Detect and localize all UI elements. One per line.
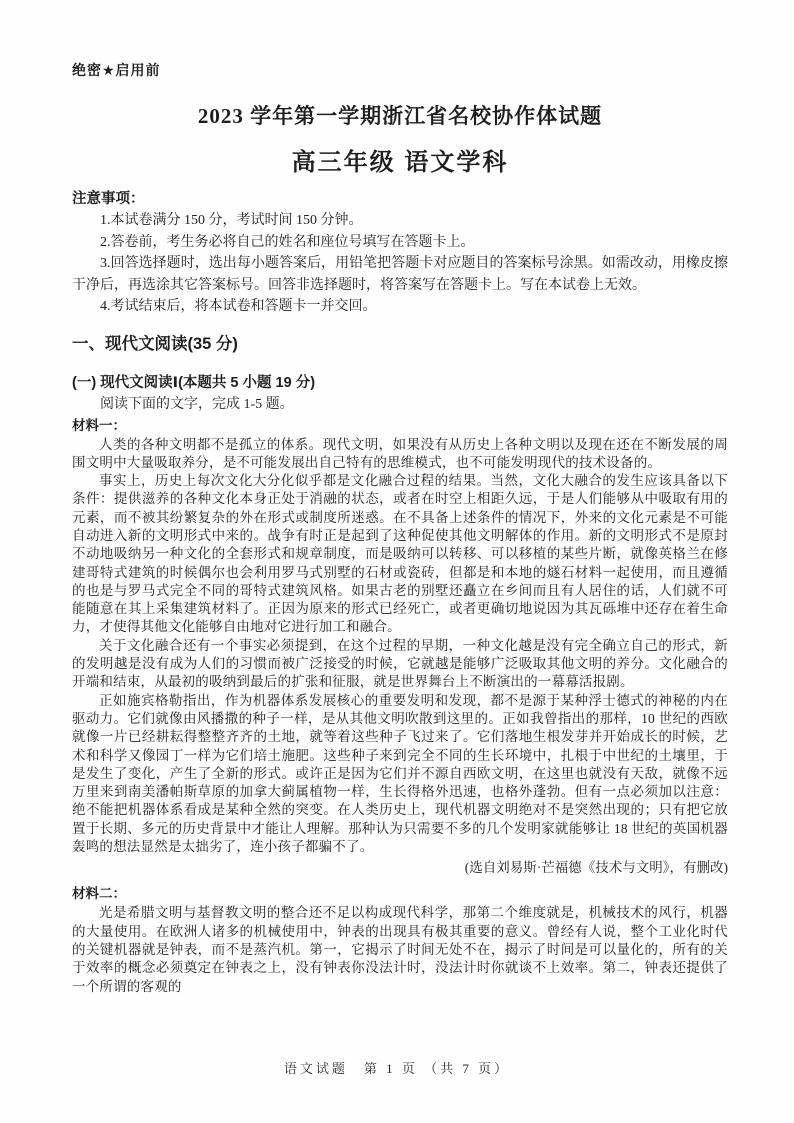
reading-instruction: 阅读下面的文字，完成 1-5 题。 xyxy=(100,396,294,412)
material-one-paragraph-2: 事实上，历史上每次文化大分化似乎都是文化融合过程的结果。当然，文化大融合的发生应该具备以下条件：提供滋养的各种文化本身正处于消融的状态，或者在时空上相距久远，于是人们能够从中吸取有用的元素，而不被其纷繁复杂的外在形式或制度所迷惑。在不具备上述条件的情况下，外来的文化元素是不可能自动进入新的文明形式中来的。战争有时正是起到了这种促使其他文明解体的作用。新的文明形式不是原封不动地吸纳另一种文化的全套形式和规章制度，而是吸纳可以转移、可以移植的某些片断，就像英格兰在修建哥特式建筑的时候偶尔也会利用罗马式别墅的石材或瓷砖，但都是和本地的燧石材料一起使用，而且遵循的也是与罗马式完全不同的哥特式建筑风格。如果古老的别墅还矗立在乡间而且有人居住的话，人们就不可能随意在其上采集建筑材料了。正因为原来的形式已经死亡，或者更确切地说因为其瓦砾堆中还存在着生命力，才使得其他文化能够自由地对它进行加工和融合。 xyxy=(72,473,728,635)
material-one-attribution: (选自刘易斯·芒福德《技术与文明》，有删改) xyxy=(464,860,728,876)
notice-item-1: 1.本试卷满分 150 分，考试时间 150 分钟。 xyxy=(100,213,363,228)
notice-item-4: 4.考试结束后，将本试卷和答题卡一并交回。 xyxy=(100,299,377,314)
material-two-label: 材料二： xyxy=(72,886,126,902)
subsection-heading: (一) 现代文阅读Ⅰ(本题共 5 小题 19 分) xyxy=(72,374,316,391)
material-one-paragraph-1: 人类的各种文明都不是孤立的体系。现代文明，如果没有从历史上各种文明以及现在还在不断发展的周围文明中大量吸取养分，是不可能发展出自己特有的思维模式，也不可能发明现代的技术设备的。 xyxy=(72,436,728,470)
section-heading: 一、现代文阅读(35 分) xyxy=(72,334,238,353)
material-one-label: 材料一： xyxy=(72,417,126,433)
notice-heading: 注意事项： xyxy=(72,191,145,207)
material-two-paragraph-1: 光是希腊文明与基督教文明的整合还不足以构成现代科学，那第二个维度就是，机械技术的风行，机器的大量使用。在欧洲人诸多的机械使用中，钟表的出现具有极其重要的意义。曾经有人说，整个工业化时代的关键机器就是钟表，而不是蒸汽机。第一，它揭示了时间无处不在，揭示了时间是可以量化的，所有的关于效率的概念必须奠定在钟表之上，没有钟表你没法计时，没法计时你就谈不上效率。第二，钟表还提供了一个所谓的客观的 xyxy=(72,905,728,994)
exam-subtitle: 高三年级 语文学科 xyxy=(291,149,509,176)
notice-item-3: 3.回答选择题时，选出每小题答案后，用铅笔把答题卡对应题目的答案标号涂黑。如需改动，用橡皮擦干净后，再选涂其它答案标号。回答非选择题时，将答案写在答题卡上。写在本试卷上无效。 xyxy=(72,256,728,293)
confidential-stamp: 绝密★启用前 xyxy=(72,62,161,78)
page-footer: 语文试题 第 1 页 （共 7 页） xyxy=(283,1061,511,1076)
material-one-paragraph-4: 正如施宾格勒指出，作为机器体系发展核心的重要发明和发现，都不是源于某种浮士德式的神秘的内在驱动力。它们就像由风播撒的种子一样，是从其他文明吹散到这里的。正如我曾指出的那样，10 世纪的西欧就像一片已经耕耘得整整齐齐的土地，就等着这些种子飞过来了。它们落地生根发芽并开始成长的时候，艺术和科学又像园丁一样为它们培土施肥。这些种子来到完全不同的生长环境中，扎根于中世纪的土壤里，于是发生了变化，产生了全新的形式。或许正是因为它们并不源自西欧文明，在这里也就没有天敌，就像不远万里来到南美潘帕斯草原的加拿大蓟属植物一样，生长得格外迅速，也格外蓬勃。但有一点必须加以注意：绝不能把机器体系看成是某种全然的突变。在人类历史上，现代机器文明绝对不是突然出现的；只有把它放置于长期、多元的历史背景中才能让人理解。那种认为只需要不多的几个发明家就能够让 18 世纪的英国机器轰鸣的想法显然是太拙劣了，连小孩子都骗不了。 xyxy=(72,692,728,855)
notice-section xyxy=(72,189,728,318)
exam-title: 2023 学年第一学期浙江省名校协作体试题 xyxy=(197,104,603,128)
notice-item-2: 2.答卷前，考生务必将自己的姓名和座位号填写在答题卡上。 xyxy=(100,234,475,250)
material-one-paragraph-3: 关于文化融合还有一个事实必须提到，在这个过程的早期，一种文化越是没有完全确立自己的形式，新的发明越是没有成为人们的习惯而被广泛接受的时候，它就越是能够广泛吸取其他文明的养分。文化融合的开端和结束，从最初的吸纳到最后的扩张和征服，就是世界舞台上不断演出的一幕幕活报剧。 xyxy=(72,637,728,690)
